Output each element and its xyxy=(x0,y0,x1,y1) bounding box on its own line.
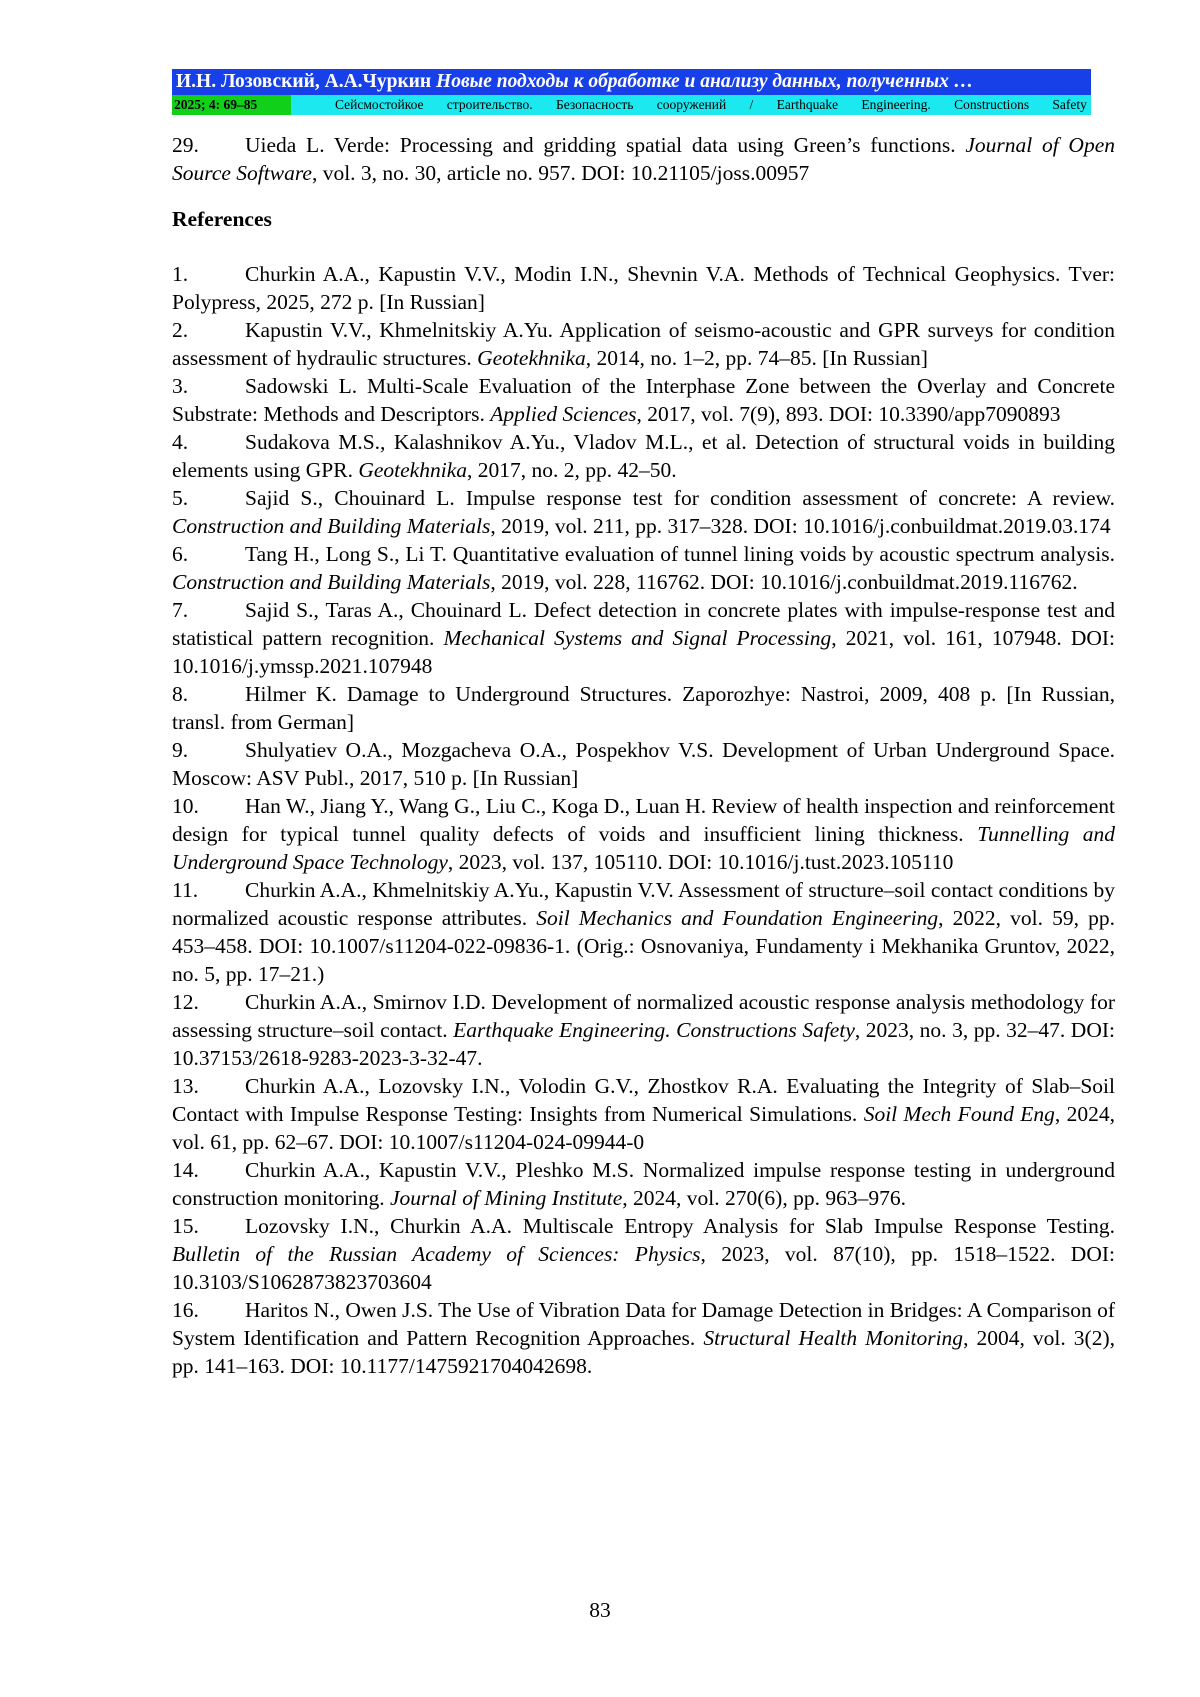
reference-tail: , 2017, vol. 7(9), 893. DOI: 10.3390/app7090893 xyxy=(637,402,1061,426)
header-citation: 2025; 4: 69–85 xyxy=(172,95,291,115)
reference-tail: , 2024, vol. 61, pp. 62–67. DOI: 10.1007/s11204-024-09944-0 xyxy=(172,1102,1115,1154)
reference-tail: , 2017, no. 2, pp. 42–50. xyxy=(467,458,677,482)
reference-entry xyxy=(172,260,1115,316)
reference-journal: Journal of Mining Institute xyxy=(390,1186,622,1210)
reference-entry xyxy=(172,316,1115,372)
reference-journal: Bulletin of the Russian Academy of Sciences: Physics xyxy=(172,1242,700,1266)
reference-entry xyxy=(172,680,1115,736)
header-article-title: Новые подходы к обработке и анализу данных, полученных … xyxy=(436,71,973,92)
reference-number: 5. xyxy=(172,484,245,512)
reference-entry-29 xyxy=(172,131,1115,187)
reference-number: 2. xyxy=(172,316,245,344)
reference-tail: , 2022, vol. 59, pp. 453–458. DOI: 10.1007/s11204-022-09836-1. (Orig.: Osnovaniya, Fundamenty i Mekhanika Gruntov, 2022, no. 5, pp. 17–21.) xyxy=(172,906,1115,986)
reference-entry xyxy=(172,596,1115,680)
reference-number: 9. xyxy=(172,736,245,764)
reference-tail: , vol. 3, no. 30, article no. 957. DOI: 10.21105/joss.00957 xyxy=(312,161,809,185)
references-heading: References xyxy=(172,205,1115,233)
journal-word: Безопасность xyxy=(556,95,633,115)
reference-number: 14. xyxy=(172,1156,245,1184)
reference-text: Shulyatiev O.A., Mozgacheva O.A., Pospekhov V.S. Development of Urban Underground Space. Moscow: ASV Publ., 2017, 510 p. [In Russian] xyxy=(172,738,1115,790)
reference-number: 15. xyxy=(172,1212,245,1240)
reference-text: Han W., Jiang Y., Wang G., Liu C., Koga D., Luan H. Review of health inspection and reinforcement design for typical tunnel quality defects of voids and insufficient lining thickness. xyxy=(172,794,1115,846)
journal-word: сооружений xyxy=(657,95,726,115)
reference-journal: Construction and Building Materials xyxy=(172,514,490,538)
reference-number: 7. xyxy=(172,596,245,624)
reference-text: Kapustin V.V., Khmelnitskiy A.Yu. Application of seismo-acoustic and GPR surveys for condition assessment of hydraulic structures. xyxy=(172,318,1115,370)
reference-tail: , 2019, vol. 211, pp. 317–328. DOI: 10.1016/j.conbuildmat.2019.03.174 xyxy=(490,514,1110,538)
reference-text: Uieda L. Verde: Processing and gridding spatial data using Green’s functions. xyxy=(245,133,956,157)
reference-number: 3. xyxy=(172,372,245,400)
reference-text: Churkin A.A., Kapustin V.V., Pleshko M.S. Normalized impulse response testing in underground construction monitoring. xyxy=(172,1158,1115,1210)
reference-journal: Journal of Open Source Software xyxy=(172,133,1115,185)
reference-journal: Applied Sciences xyxy=(490,402,636,426)
reference-tail: , 2004, vol. 3(2), pp. 141–163. DOI: 10.1177/1475921704042698. xyxy=(172,1326,1115,1378)
header-authors: И.Н. Лозовский, А.А.Чуркин xyxy=(176,71,431,92)
reference-journal: Structural Health Monitoring xyxy=(703,1326,963,1350)
reference-number: 11. xyxy=(172,876,245,904)
reference-entry xyxy=(172,1212,1115,1296)
reference-text: Sadowski L. Multi-Scale Evaluation of the Interphase Zone between the Overlay and Concrete Substrate: Methods and Descriptors. xyxy=(172,374,1115,426)
reference-tail: , 2014, no. 1–2, pp. 74–85. [In Russian] xyxy=(586,346,928,370)
reference-tail: , 2023, vol. 87(10), pp. 1518–1522. DOI: 10.3103/S1062873823703604 xyxy=(172,1242,1115,1294)
journal-word: Engineering. xyxy=(861,95,930,115)
reference-journal: Construction and Building Materials xyxy=(172,570,490,594)
reference-text: Sajid S., Taras A., Chouinard L. Defect detection in concrete plates with impulse-response test and statistical pattern recognition. xyxy=(172,598,1115,650)
reference-text: Hilmer K. Damage to Underground Structures. Zaporozhye: Nastroi, 2009, 408 p. [In Russian, transl. from German] xyxy=(172,682,1115,734)
reference-entry xyxy=(172,1296,1115,1380)
reference-number: 10. xyxy=(172,792,245,820)
reference-journal: Mechanical Systems and Signal Processing xyxy=(443,626,831,650)
reference-entry xyxy=(172,988,1115,1072)
reference-number: 4. xyxy=(172,428,245,456)
reference-text: Tang H., Long S., Li T. Quantitative evaluation of tunnel lining voids by acoustic spectrum analysis. xyxy=(245,542,1115,566)
reference-tail: , 2021, vol. 161, 107948. DOI: 10.1016/j.ymssp.2021.107948 xyxy=(172,626,1115,678)
reference-entry xyxy=(172,484,1115,540)
reference-entry xyxy=(172,736,1115,792)
reference-text: Churkin A.A., Lozovsky I.N., Volodin G.V., Zhostkov R.A. Evaluating the Integrity of Slab–Soil Contact with Impulse Response Testing: Insights from Numerical Simulations. xyxy=(172,1074,1115,1126)
reference-text: Lozovsky I.N., Churkin A.A. Multiscale Entropy Analysis for Slab Impulse Response Testing. xyxy=(245,1214,1115,1238)
reference-number: 8. xyxy=(172,680,245,708)
reference-number: 16. xyxy=(172,1296,245,1324)
journal-word: Сейсмостойкое xyxy=(335,95,423,115)
journal-word: Safety xyxy=(1052,95,1087,115)
reference-journal: Earthquake Engineering. Constructions Safety xyxy=(453,1018,855,1042)
reference-tail: , 2023, no. 3, pp. 32–47. DOI: 10.37153/2618-9283-2023-3-32-47. xyxy=(172,1018,1115,1070)
reference-entry xyxy=(172,428,1115,484)
reference-entry xyxy=(172,1072,1115,1156)
journal-word: Earthquake xyxy=(777,95,838,115)
reference-journal: Tunnelling and Underground Space Technology xyxy=(172,822,1115,874)
reference-text: Churkin A.A., Smirnov I.D. Development of normalized acoustic response analysis methodology for assessing structure–soil contact. xyxy=(172,990,1115,1042)
running-header-journal xyxy=(172,95,1091,115)
reference-entry xyxy=(172,372,1115,428)
reference-journal: Geotekhnika xyxy=(358,458,467,482)
reference-tail: , 2024, vol. 270(6), pp. 963–976. xyxy=(622,1186,906,1210)
reference-journal: Geotekhnika xyxy=(477,346,586,370)
reference-text: Sajid S., Chouinard L. Impulse response test for condition assessment of concrete: A review. xyxy=(245,486,1115,510)
journal-word: / xyxy=(750,95,754,115)
reference-entry xyxy=(172,876,1115,988)
reference-number: 12. xyxy=(172,988,245,1016)
reference-number: 1. xyxy=(172,260,245,288)
reference-number: 29. xyxy=(172,131,245,159)
reference-journal: Soil Mechanics and Foundation Engineering xyxy=(536,906,938,930)
reference-entry xyxy=(172,540,1115,596)
reference-text: Haritos N., Owen J.S. The Use of Vibration Data for Damage Detection in Bridges: A Comparison of System Identification and Pattern Recognition Approaches. xyxy=(172,1298,1115,1350)
reference-tail: , 2019, vol. 228, 116762. DOI: 10.1016/j.conbuildmat.2019.116762. xyxy=(490,570,1077,594)
reference-number: 6. xyxy=(172,540,245,568)
reference-text: Churkin A.A., Khmelnitskiy A.Yu., Kapustin V.V. Assessment of structure–soil contact conditions by normalized acoustic response attributes. xyxy=(172,878,1115,930)
reference-number: 13. xyxy=(172,1072,245,1100)
reference-entry xyxy=(172,1156,1115,1212)
journal-word: Constructions xyxy=(954,95,1029,115)
reference-tail: , 2023, vol. 137, 105110. DOI: 10.1016/j.tust.2023.105110 xyxy=(448,850,953,874)
page-number: 83 xyxy=(0,1598,1200,1623)
running-header-title xyxy=(172,69,1091,95)
reference-text: Churkin A.A., Kapustin V.V., Modin I.N., Shevnin V.A. Methods of Technical Geophysics. Tver: Polypress, 2025, 272 p. [In Russian] xyxy=(172,262,1115,314)
journal-word: строительство. xyxy=(447,95,533,115)
page-body xyxy=(172,131,1115,1380)
header-journal-name xyxy=(291,95,1091,115)
reference-list xyxy=(172,260,1115,1380)
reference-text: Sudakova M.S., Kalashnikov A.Yu., Vladov M.L., et al. Detection of structural voids in building elements using GPR. xyxy=(172,430,1115,482)
reference-journal: Soil Mech Found Eng xyxy=(864,1102,1055,1126)
reference-entry xyxy=(172,792,1115,876)
